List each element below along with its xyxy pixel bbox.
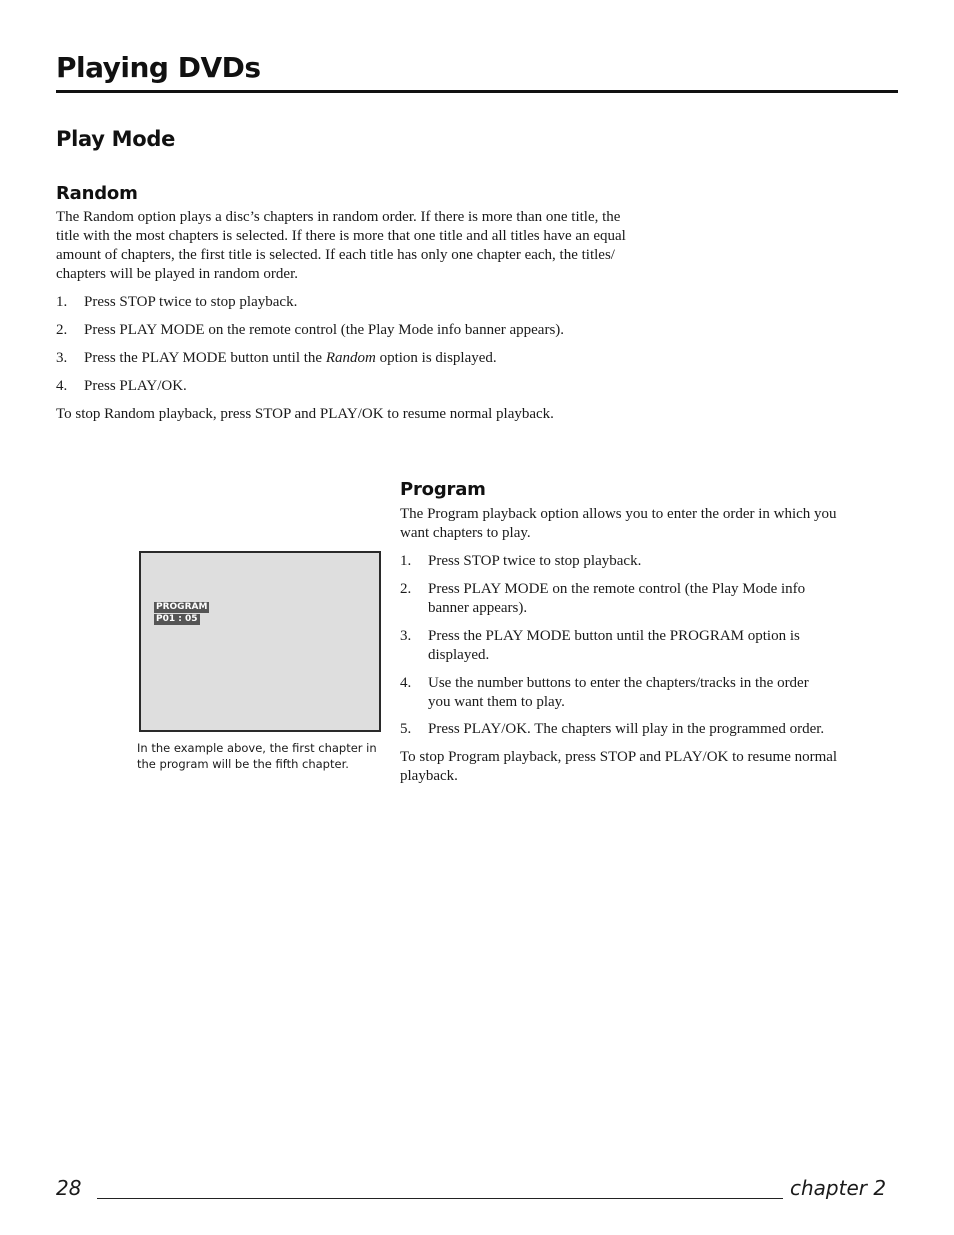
step-text bbox=[428, 627, 800, 665]
step-number: 1. bbox=[400, 553, 412, 569]
page-title: Playing DVDs bbox=[56, 51, 261, 84]
step-text-part: Press the PLAY MODE button until the bbox=[84, 350, 326, 366]
random-intro-line: title with the most chapters is selected. If there is more that one title and all titles have an equal bbox=[56, 228, 626, 244]
step-text-line: banner appears). bbox=[428, 600, 528, 616]
program-step-3 bbox=[400, 627, 900, 665]
step-text-line: Press PLAY MODE on the remote control (the Play Mode info bbox=[428, 581, 806, 597]
step-text: Press PLAY/OK. bbox=[84, 378, 187, 394]
random-outro: To stop Random playback, press STOP and PLAY/OK to resume normal playback. bbox=[56, 406, 554, 422]
step-number: 1. bbox=[56, 294, 68, 310]
step-text bbox=[84, 349, 497, 368]
program-outro bbox=[400, 748, 837, 786]
program-intro-line: want chapters to play. bbox=[400, 525, 531, 541]
step-number: 2. bbox=[400, 581, 412, 597]
program-intro-line: The Program playback option allows you to enter the order in which you bbox=[400, 506, 837, 522]
random-step-3 bbox=[56, 349, 716, 368]
program-step-5 bbox=[400, 720, 900, 739]
random-option-name: Random bbox=[325, 350, 376, 366]
step-text: Press PLAY MODE on the remote control (the Play Mode info banner appears). bbox=[84, 322, 565, 338]
step-text bbox=[428, 580, 805, 618]
tv-screen-illustration bbox=[139, 551, 381, 732]
step-text bbox=[428, 720, 824, 739]
step-text-line: Press PLAY/OK. The chapters will play in the programmed order. bbox=[428, 721, 825, 737]
program-outro-line: To stop Program playback, press STOP and PLAY/OK to resume normal bbox=[400, 749, 838, 765]
random-intro-line: chapters will be played in random order. bbox=[56, 266, 299, 282]
program-heading: Program bbox=[400, 479, 486, 500]
program-intro bbox=[400, 505, 837, 543]
step-text-line: displayed. bbox=[428, 647, 490, 663]
step-number: 3. bbox=[56, 350, 68, 366]
chapter-label: chapter 2 bbox=[790, 1176, 887, 1200]
step-text-part: option is displayed. bbox=[375, 350, 497, 366]
footer-rule bbox=[97, 1198, 783, 1199]
step-text: Press STOP twice to stop playback. bbox=[84, 294, 298, 310]
step-number: 2. bbox=[56, 322, 68, 338]
step-number: 3. bbox=[400, 628, 412, 644]
random-step-2 bbox=[56, 321, 716, 340]
program-step-1 bbox=[400, 552, 900, 571]
random-intro bbox=[56, 208, 626, 284]
caption-line: the program will be the fifth chapter. bbox=[137, 757, 349, 771]
step-text bbox=[428, 674, 809, 712]
random-step-1 bbox=[56, 293, 716, 312]
random-heading: Random bbox=[56, 183, 138, 204]
random-intro-line: The Random option plays a disc’s chapters in random order. If there is more than one title, the bbox=[56, 209, 621, 225]
step-text-line: Press the PLAY MODE button until the PROGRAM option is bbox=[428, 628, 800, 644]
page-number: 28 bbox=[56, 1176, 82, 1200]
caption-line: In the example above, the first chapter in bbox=[137, 741, 377, 755]
osd-program-entry: P01 : 05 bbox=[156, 614, 198, 624]
step-number: 4. bbox=[400, 675, 412, 691]
step-text-line: Press STOP twice to stop playback. bbox=[428, 553, 642, 569]
program-outro-line: playback. bbox=[400, 768, 458, 784]
program-step-4 bbox=[400, 674, 900, 712]
title-rule bbox=[56, 90, 898, 93]
random-intro-line: amount of chapters, the first title is selected. If each title has only one chapter each, the titles/ bbox=[56, 247, 615, 263]
random-step-4 bbox=[56, 377, 716, 396]
osd-program-label: PROGRAM bbox=[156, 602, 208, 612]
step-number: 5. bbox=[400, 721, 412, 737]
step-text-line: Use the number buttons to enter the chapters/tracks in the order bbox=[428, 675, 809, 691]
section-heading: Play Mode bbox=[56, 127, 176, 151]
step-number: 4. bbox=[56, 378, 68, 394]
step-text-line: you want them to play. bbox=[428, 694, 565, 710]
step-text bbox=[428, 552, 641, 571]
program-step-2 bbox=[400, 580, 900, 618]
illustration-caption bbox=[137, 740, 387, 772]
